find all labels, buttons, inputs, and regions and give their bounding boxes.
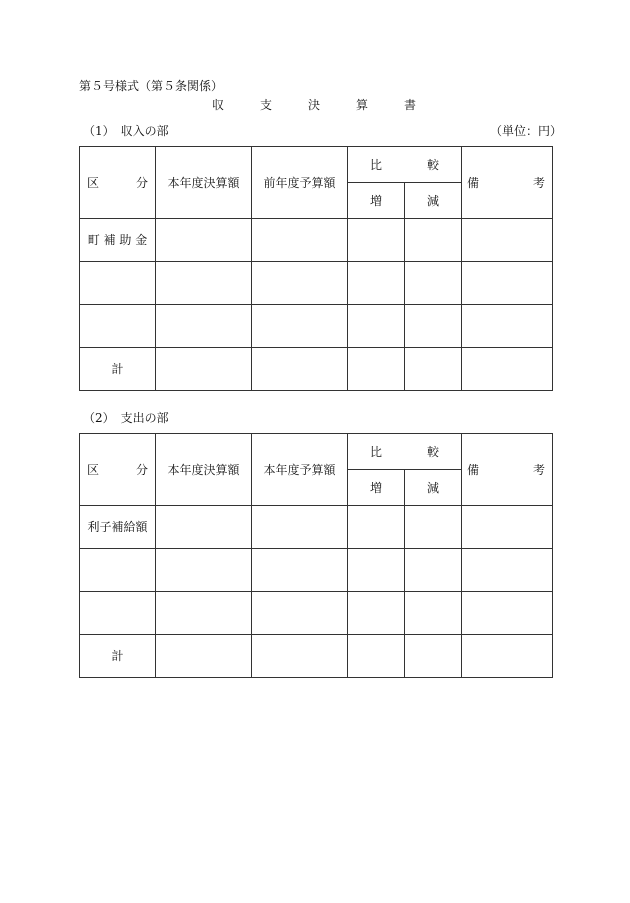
cell[interactable] (405, 592, 462, 635)
header-current-settled: 本年度決算額 (156, 147, 252, 219)
total-row (80, 635, 553, 678)
cell[interactable] (405, 549, 462, 592)
cell[interactable] (405, 635, 462, 678)
header-remarks: 備 考 (462, 434, 553, 506)
cell[interactable] (252, 262, 348, 305)
header-decrease: 減 (405, 183, 462, 219)
cell[interactable] (156, 549, 252, 592)
cell[interactable] (252, 635, 348, 678)
cell[interactable] (348, 305, 405, 348)
cell[interactable] (348, 262, 405, 305)
cell[interactable] (156, 635, 252, 678)
expense-section-title: （2） 支出の部 (83, 411, 169, 425)
cell[interactable] (156, 348, 252, 391)
total-row (80, 348, 553, 391)
header-current-settled: 本年度決算額 (156, 434, 252, 506)
table-row (80, 262, 553, 305)
header-increase: 増 (348, 183, 405, 219)
table-row (80, 549, 553, 592)
cell[interactable] (156, 305, 252, 348)
document-title (212, 99, 452, 111)
row-label (80, 262, 156, 305)
table-row (80, 305, 553, 348)
row-label: 利子補給額 (80, 506, 156, 549)
cell[interactable] (252, 549, 348, 592)
cell[interactable] (405, 348, 462, 391)
cell[interactable] (462, 635, 553, 678)
table-row (80, 219, 553, 262)
cell[interactable] (348, 219, 405, 262)
cell[interactable] (156, 506, 252, 549)
row-label (80, 592, 156, 635)
title-char: 収 (212, 98, 225, 112)
cell[interactable] (252, 219, 348, 262)
income-table (79, 146, 553, 391)
expense-table (79, 433, 553, 678)
cell[interactable] (348, 549, 405, 592)
row-label: 町 補 助 金 (80, 219, 156, 262)
row-label-total: 計 (80, 635, 156, 678)
income-section-title: （1） 収入の部 (83, 124, 169, 138)
header-category: 区 分 (80, 434, 156, 506)
form-number: 第５号様式（第５条関係） (79, 79, 224, 93)
row-label (80, 549, 156, 592)
cell[interactable] (348, 635, 405, 678)
header-comparison: 比 較 (348, 147, 462, 183)
title-char: 書 (404, 98, 417, 112)
cell[interactable] (405, 305, 462, 348)
cell[interactable] (405, 219, 462, 262)
cell[interactable] (462, 348, 553, 391)
cell[interactable] (348, 592, 405, 635)
table-row (80, 506, 553, 549)
header-previous-budget: 前年度予算額 (252, 147, 348, 219)
cell[interactable] (462, 305, 553, 348)
cell[interactable] (252, 305, 348, 348)
cell[interactable] (405, 262, 462, 305)
cell[interactable] (348, 348, 405, 391)
header-comparison: 比 較 (348, 434, 462, 470)
table-row (80, 592, 553, 635)
title-char: 算 (356, 98, 369, 112)
cell[interactable] (462, 549, 553, 592)
cell[interactable] (156, 592, 252, 635)
cell[interactable] (462, 219, 553, 262)
cell[interactable] (462, 262, 553, 305)
row-label (80, 305, 156, 348)
header-current-budget: 本年度予算額 (252, 434, 348, 506)
cell[interactable] (156, 262, 252, 305)
header-increase: 増 (348, 470, 405, 506)
cell[interactable] (462, 506, 553, 549)
cell[interactable] (252, 348, 348, 391)
title-char: 決 (308, 98, 321, 112)
header-category: 区 分 (80, 147, 156, 219)
cell[interactable] (156, 219, 252, 262)
header-decrease: 減 (405, 470, 462, 506)
cell[interactable] (348, 506, 405, 549)
unit-label: （単位：円） (490, 124, 563, 138)
header-remarks: 備 考 (462, 147, 553, 219)
title-char: 支 (260, 98, 273, 112)
cell[interactable] (252, 592, 348, 635)
row-label-total: 計 (80, 348, 156, 391)
cell[interactable] (405, 506, 462, 549)
cell[interactable] (462, 592, 553, 635)
cell[interactable] (252, 506, 348, 549)
